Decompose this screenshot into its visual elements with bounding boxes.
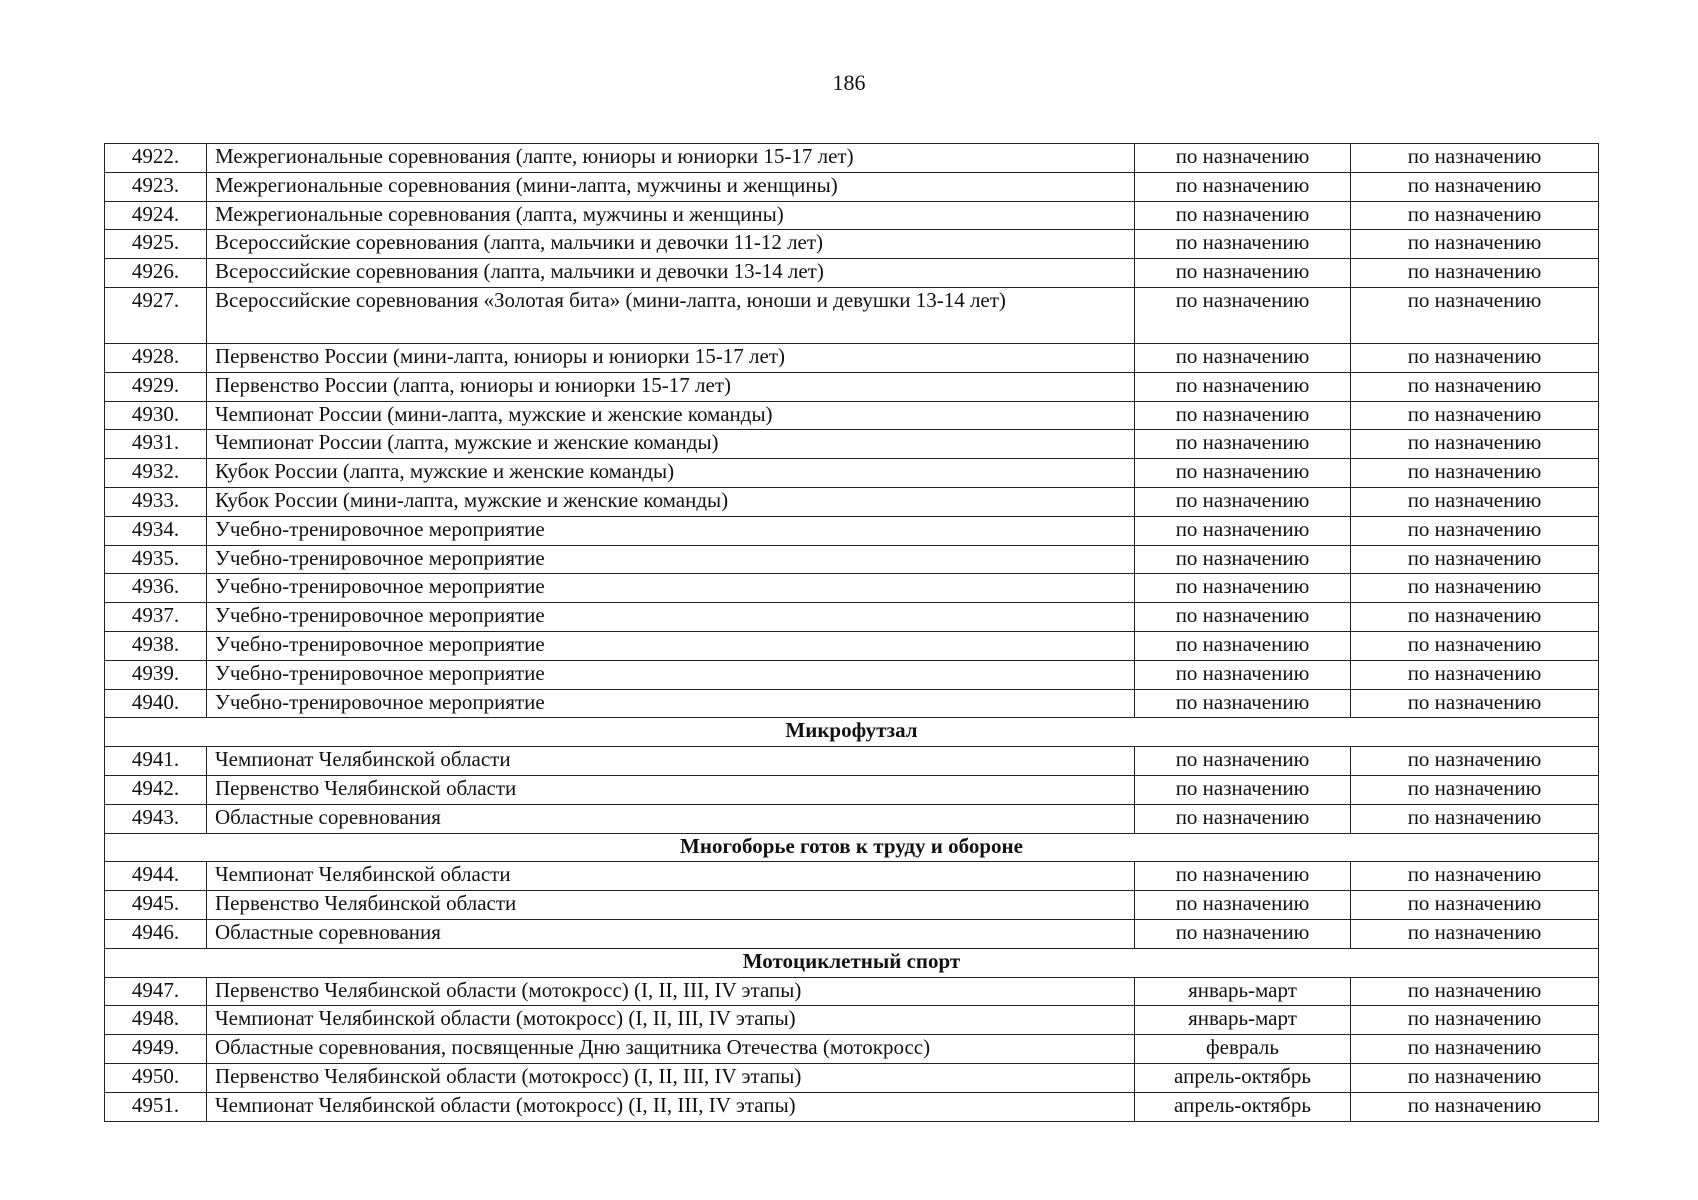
- event-name: Чемпионат России (мини-лапта, мужские и женские команды): [207, 401, 1135, 430]
- table-row: [105, 1092, 1599, 1121]
- event-date: по назначению: [1135, 545, 1351, 574]
- event-name: Первенство Челябинской области (мотокросс) (I, II, III, IV этапы): [207, 1063, 1135, 1092]
- event-number: 4945.: [105, 891, 207, 920]
- table-row: [105, 172, 1599, 201]
- table-row: [105, 401, 1599, 430]
- event-name: Кубок России (мини-лапта, мужские и женские команды): [207, 487, 1135, 516]
- event-number: 4942.: [105, 775, 207, 804]
- event-date: по назначению: [1135, 747, 1351, 776]
- event-date: по назначению: [1135, 201, 1351, 230]
- event-date: по назначению: [1135, 372, 1351, 401]
- event-date: по назначению: [1135, 631, 1351, 660]
- event-name: Межрегиональные соревнования (лапте, юниоры и юниорки 15-17 лет): [207, 144, 1135, 173]
- event-place: по назначению: [1351, 459, 1599, 488]
- event-place: по назначению: [1351, 919, 1599, 948]
- event-name: Областные соревнования, посвященные Дню защитника Отечества (мотокросс): [207, 1035, 1135, 1064]
- event-number: 4941.: [105, 747, 207, 776]
- section-title: Многоборье готов к труду и обороне: [105, 833, 1599, 862]
- table-row: [105, 574, 1599, 603]
- event-date: по назначению: [1135, 343, 1351, 372]
- event-place: по назначению: [1351, 287, 1599, 343]
- event-date: по назначению: [1135, 660, 1351, 689]
- event-name: Первенство России (мини-лапта, юниоры и юниорки 15-17 лет): [207, 343, 1135, 372]
- event-number: 4934.: [105, 516, 207, 545]
- event-name: Учебно-тренировочное мероприятие: [207, 631, 1135, 660]
- event-name: Областные соревнования: [207, 804, 1135, 833]
- event-name: Первенство Челябинской области (мотокросс) (I, II, III, IV этапы): [207, 977, 1135, 1006]
- table-row: [105, 689, 1599, 718]
- table-row: [105, 487, 1599, 516]
- event-date: по назначению: [1135, 172, 1351, 201]
- event-date: по назначению: [1135, 862, 1351, 891]
- event-name: Учебно-тренировочное мероприятие: [207, 660, 1135, 689]
- event-place: по назначению: [1351, 172, 1599, 201]
- event-name: Учебно-тренировочное мероприятие: [207, 516, 1135, 545]
- event-number: 4932.: [105, 459, 207, 488]
- table-row: [105, 1035, 1599, 1064]
- event-date: апрель-октябрь: [1135, 1092, 1351, 1121]
- table-row: [105, 201, 1599, 230]
- event-date: по назначению: [1135, 459, 1351, 488]
- event-place: по назначению: [1351, 775, 1599, 804]
- table-row: [105, 287, 1599, 343]
- table-row: [105, 516, 1599, 545]
- event-place: по назначению: [1351, 430, 1599, 459]
- table-row: [105, 144, 1599, 173]
- event-place: по назначению: [1351, 660, 1599, 689]
- event-date: по назначению: [1135, 775, 1351, 804]
- event-date: по назначению: [1135, 919, 1351, 948]
- event-date: февраль: [1135, 1035, 1351, 1064]
- event-place: по назначению: [1351, 343, 1599, 372]
- event-number: 4924.: [105, 201, 207, 230]
- event-date: по назначению: [1135, 804, 1351, 833]
- event-place: по назначению: [1351, 977, 1599, 1006]
- event-number: 4944.: [105, 862, 207, 891]
- event-name: Чемпионат Челябинской области: [207, 747, 1135, 776]
- event-number: 4951.: [105, 1092, 207, 1121]
- event-number: 4937.: [105, 603, 207, 632]
- event-place: по назначению: [1351, 545, 1599, 574]
- event-number: 4948.: [105, 1006, 207, 1035]
- table-row: [105, 660, 1599, 689]
- event-place: по назначению: [1351, 1092, 1599, 1121]
- event-place: по назначению: [1351, 862, 1599, 891]
- event-date: по назначению: [1135, 574, 1351, 603]
- event-name: Областные соревнования: [207, 919, 1135, 948]
- event-name: Чемпионат Челябинской области: [207, 862, 1135, 891]
- table-row: [105, 631, 1599, 660]
- section-header-row: [105, 833, 1599, 862]
- table-row: [105, 1006, 1599, 1035]
- table-row: [105, 459, 1599, 488]
- event-place: по назначению: [1351, 891, 1599, 920]
- event-name: Учебно-тренировочное мероприятие: [207, 545, 1135, 574]
- event-date: по назначению: [1135, 487, 1351, 516]
- table-row: [105, 775, 1599, 804]
- event-place: по назначению: [1351, 144, 1599, 173]
- table-row: [105, 977, 1599, 1006]
- event-number: 4947.: [105, 977, 207, 1006]
- event-place: по назначению: [1351, 574, 1599, 603]
- table-row: [105, 545, 1599, 574]
- event-number: 4927.: [105, 287, 207, 343]
- event-name: Межрегиональные соревнования (лапта, мужчины и женщины): [207, 201, 1135, 230]
- table-row: [105, 230, 1599, 259]
- event-date: по назначению: [1135, 689, 1351, 718]
- event-number: 4949.: [105, 1035, 207, 1064]
- table-row: [105, 919, 1599, 948]
- section-header-row: [105, 948, 1599, 977]
- event-date: по назначению: [1135, 144, 1351, 173]
- table-row: [105, 862, 1599, 891]
- event-place: по назначению: [1351, 516, 1599, 545]
- event-name: Чемпионат Челябинской области (мотокросс) (I, II, III, IV этапы): [207, 1006, 1135, 1035]
- section-title: Микрофутзал: [105, 718, 1599, 747]
- event-place: по назначению: [1351, 372, 1599, 401]
- event-number: 4928.: [105, 343, 207, 372]
- event-number: 4933.: [105, 487, 207, 516]
- event-date: январь-март: [1135, 1006, 1351, 1035]
- event-name: Учебно-тренировочное мероприятие: [207, 603, 1135, 632]
- event-number: 4940.: [105, 689, 207, 718]
- event-number: 4936.: [105, 574, 207, 603]
- event-date: по назначению: [1135, 401, 1351, 430]
- event-date: январь-март: [1135, 977, 1351, 1006]
- event-name: Всероссийские соревнования «Золотая бита» (мини-лапта, юноши и девушки 13-14 лет): [207, 287, 1135, 343]
- event-number: 4930.: [105, 401, 207, 430]
- event-place: по назначению: [1351, 259, 1599, 288]
- event-date: по назначению: [1135, 287, 1351, 343]
- table-row: [105, 603, 1599, 632]
- event-name: Первенство России (лапта, юниоры и юниорки 15-17 лет): [207, 372, 1135, 401]
- event-number: 4935.: [105, 545, 207, 574]
- event-date: по назначению: [1135, 603, 1351, 632]
- event-date: по назначению: [1135, 259, 1351, 288]
- event-name: Первенство Челябинской области: [207, 775, 1135, 804]
- event-number: 4946.: [105, 919, 207, 948]
- event-date: апрель-октябрь: [1135, 1063, 1351, 1092]
- event-number: 4943.: [105, 804, 207, 833]
- event-name: Первенство Челябинской области: [207, 891, 1135, 920]
- event-number: 4922.: [105, 144, 207, 173]
- event-number: 4923.: [105, 172, 207, 201]
- event-place: по назначению: [1351, 230, 1599, 259]
- event-date: по назначению: [1135, 516, 1351, 545]
- event-date: по назначению: [1135, 891, 1351, 920]
- table-row: [105, 343, 1599, 372]
- event-name: Чемпионат России (лапта, мужские и женские команды): [207, 430, 1135, 459]
- event-name: Кубок России (лапта, мужские и женские команды): [207, 459, 1135, 488]
- event-number: 4950.: [105, 1063, 207, 1092]
- table-row: [105, 372, 1599, 401]
- event-place: по назначению: [1351, 1006, 1599, 1035]
- event-date: по назначению: [1135, 230, 1351, 259]
- event-place: по назначению: [1351, 603, 1599, 632]
- event-name: Межрегиональные соревнования (мини-лапта, мужчины и женщины): [207, 172, 1135, 201]
- event-number: 4931.: [105, 430, 207, 459]
- event-place: по назначению: [1351, 689, 1599, 718]
- table-row: [105, 747, 1599, 776]
- event-place: по назначению: [1351, 631, 1599, 660]
- table-row: [105, 259, 1599, 288]
- section-title: Мотоциклетный спорт: [105, 948, 1599, 977]
- page-number: 186: [832, 70, 866, 95]
- event-place: по назначению: [1351, 804, 1599, 833]
- event-number: 4938.: [105, 631, 207, 660]
- event-name: Чемпионат Челябинской области (мотокросс) (I, II, III, IV этапы): [207, 1092, 1135, 1121]
- event-place: по назначению: [1351, 201, 1599, 230]
- table-row: [105, 804, 1599, 833]
- event-name: Учебно-тренировочное мероприятие: [207, 689, 1135, 718]
- event-name: Учебно-тренировочное мероприятие: [207, 574, 1135, 603]
- event-number: 4929.: [105, 372, 207, 401]
- table-row: [105, 891, 1599, 920]
- event-place: по назначению: [1351, 747, 1599, 776]
- event-number: 4925.: [105, 230, 207, 259]
- events-table: [104, 143, 1599, 1122]
- table-row: [105, 430, 1599, 459]
- event-date: по назначению: [1135, 430, 1351, 459]
- event-name: Всероссийские соревнования (лапта, мальчики и девочки 11-12 лет): [207, 230, 1135, 259]
- event-place: по назначению: [1351, 487, 1599, 516]
- event-place: по назначению: [1351, 1035, 1599, 1064]
- event-place: по назначению: [1351, 1063, 1599, 1092]
- events-table-body: [105, 144, 1599, 1122]
- event-number: 4926.: [105, 259, 207, 288]
- event-name: Всероссийские соревнования (лапта, мальчики и девочки 13-14 лет): [207, 259, 1135, 288]
- section-header-row: [105, 718, 1599, 747]
- event-number: 4939.: [105, 660, 207, 689]
- table-row: [105, 1063, 1599, 1092]
- event-place: по назначению: [1351, 401, 1599, 430]
